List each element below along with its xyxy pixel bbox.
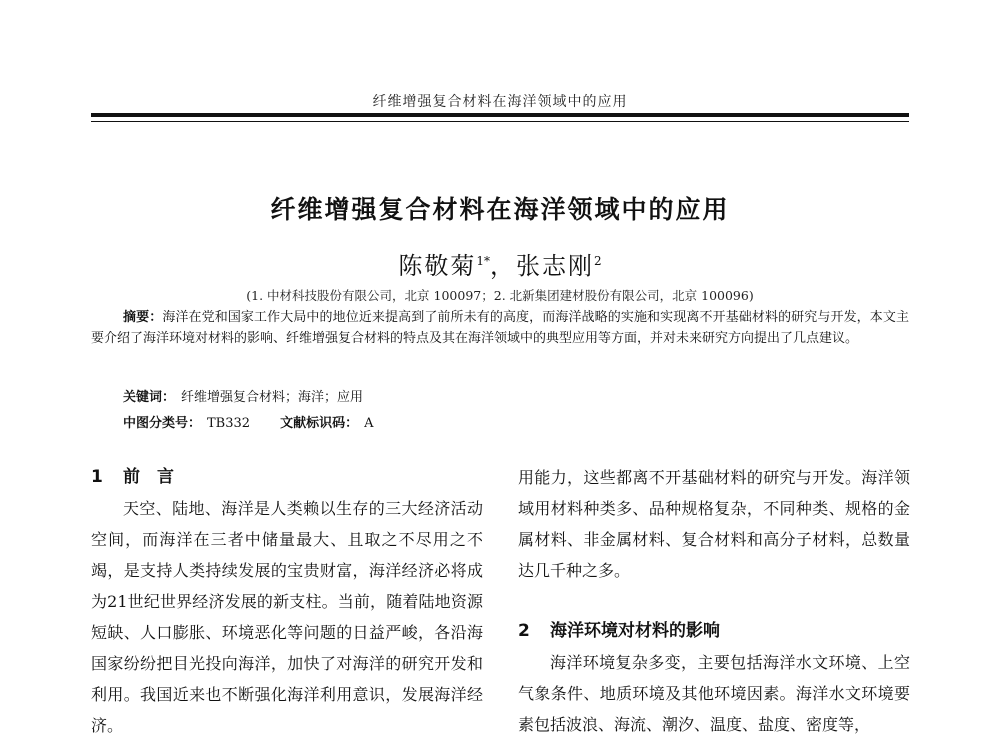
section-number: 2: [518, 621, 530, 641]
paper-title: 纤维增强复合材料在海洋领域中的应用: [270, 195, 730, 224]
clc-value: TB332: [207, 416, 251, 431]
continued-paragraph: 用能力，这些都离不开基础材料的研究与开发。海洋领域用材料种类多、品种规格复杂，不同种类、规格的金属材料、非金属材料、复合材料和高分子材料，总数量达几千种之多。: [518, 468, 910, 580]
section-title: 海洋环境对材料的影响: [550, 621, 720, 641]
column-right: [518, 462, 910, 740]
section-heading: [518, 616, 910, 647]
affiliations: (1. 中材科技股份有限公司，北京 100097；2. 北新集团建材股份有限公司，北京 100096): [246, 288, 754, 303]
abstract-text: 海洋在党和国家工作大局中的地位近来提高到了前所未有的高度，而海洋战略的实施和实现离不开基础材料的研究与开发，本文主要介绍了海洋环境对材料的影响、纤维增强复合材料的特点及其在海洋领域中的典型应用等方面，并对未来研究方向提出了几点建议。: [91, 310, 909, 346]
section-heading: [91, 462, 483, 493]
keywords-label: 关键词：: [123, 390, 176, 405]
abstract-label: 摘要：: [123, 310, 163, 325]
section-number: 1: [91, 467, 103, 487]
clc-label: 中图分类号：: [123, 416, 202, 431]
author-separator: ，: [490, 252, 516, 280]
doc-code-label: 文献标识码：: [280, 416, 359, 431]
doc-code-value: A: [364, 416, 374, 431]
column-left: [91, 462, 483, 741]
abstract: [91, 307, 909, 349]
keywords-text: 纤维增强复合材料；海洋；应用: [181, 390, 364, 405]
header-rule-thin: [91, 121, 909, 122]
author-name: 张志刚: [516, 252, 594, 280]
header-rule-thick: [91, 113, 909, 117]
running-head: 纤维增强复合材料在海洋领域中的应用: [372, 94, 628, 110]
section-paragraph: 天空、陆地、海洋是人类赖以生存的三大经济活动空间，而海洋在三者中储量最大、且取之不尽用之不竭，是支持人类持续发展的宝贵财富，海洋经济必将成为21世纪世界经济发展的新支柱。当前，随着陆地资源短缺、人口膨胀、环境恶化等问题的日益严峻，各沿海国家纷纷把目光投向海洋，加快了对海洋的研究开发和利用。我国近来也不断强化海洋利用意识，发展海洋经济。: [91, 499, 483, 735]
author-name: 陈敬菊: [398, 252, 477, 280]
author-superscript: 2: [594, 254, 602, 268]
author-superscript: 1*: [476, 254, 490, 268]
section-paragraph: 海洋环境复杂多变，主要包括海洋水文环境、上空气象条件、地质环境及其他环境因素。海洋水文环境要素包括波浪、海流、潮汐、温度、盐度、密度等，: [518, 653, 910, 734]
section-title: 前 言: [123, 467, 174, 487]
classification-line: [123, 412, 373, 431]
keywords-line: [123, 386, 363, 405]
author-line: [0, 246, 1000, 281]
